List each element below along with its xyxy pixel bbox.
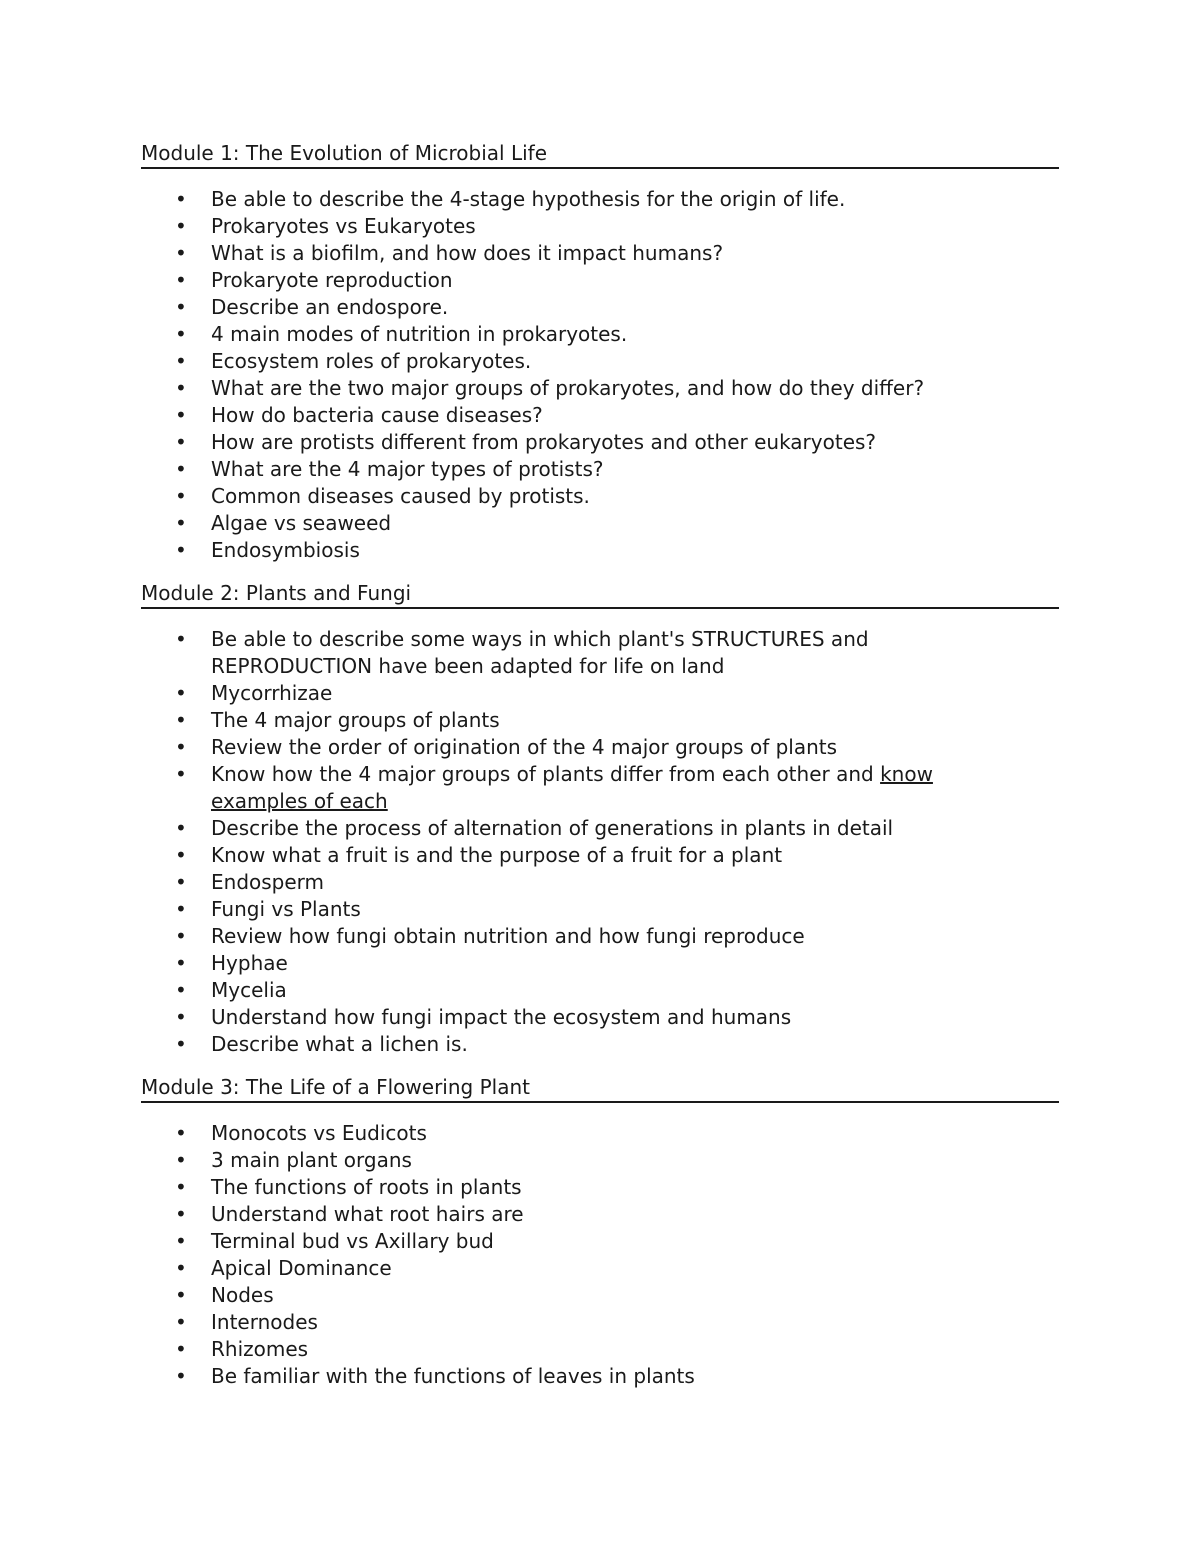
bullet-icon: • bbox=[175, 735, 187, 759]
bullet-icon: • bbox=[175, 430, 187, 454]
bullet-icon: • bbox=[175, 897, 187, 921]
list-item: • Know how the 4 major groups of plants differ from each other and know bbox=[175, 762, 933, 786]
list-item: • Understand what root hairs are bbox=[175, 1202, 524, 1226]
list-item: • Terminal bud vs Axillary bud bbox=[175, 1229, 494, 1253]
module-1-section bbox=[141, 139, 1059, 564]
module-1-list bbox=[141, 169, 1059, 564]
list-item: • Ecosystem roles of prokaryotes. bbox=[175, 349, 532, 373]
list-item: • How are protists different from prokaryotes and other eukaryotes? bbox=[175, 430, 877, 454]
bullet-icon: • bbox=[175, 322, 187, 346]
bullet-icon: • bbox=[175, 627, 187, 651]
bullet-icon: • bbox=[175, 1364, 187, 1388]
list-item: • Review how fungi obtain nutrition and how fungi reproduce bbox=[175, 924, 805, 948]
list-item: • Prokaryote reproduction bbox=[175, 268, 453, 292]
bullet-icon: • bbox=[175, 1283, 187, 1307]
bullet-icon: • bbox=[175, 708, 187, 732]
list-item: • What are the two major groups of prokaryotes, and how do they differ? bbox=[175, 376, 925, 400]
bullet-icon: • bbox=[175, 1202, 187, 1226]
list-item-continuation bbox=[141, 788, 1059, 815]
list-item: • What are the 4 major types of protists? bbox=[175, 457, 604, 481]
bullet-icon: • bbox=[175, 457, 187, 481]
list-item: • Understand how fungi impact the ecosystem and humans bbox=[175, 1005, 792, 1029]
bullet-icon: • bbox=[175, 1032, 187, 1056]
module-3-section bbox=[141, 1073, 1059, 1390]
list-item: • Monocots vs Eudicots bbox=[175, 1121, 427, 1145]
list-item: • 3 main plant organs bbox=[175, 1148, 412, 1172]
bullet-icon: • bbox=[175, 1175, 187, 1199]
list-item: • Endosperm bbox=[175, 870, 325, 894]
list-item: • Prokaryotes vs Eukaryotes bbox=[175, 214, 476, 238]
list-item: • The 4 major groups of plants bbox=[175, 708, 500, 732]
list-item: • Know what a fruit is and the purpose of a fruit for a plant bbox=[175, 843, 783, 867]
list-item: • Hyphae bbox=[175, 951, 288, 975]
bullet-icon: • bbox=[175, 1256, 187, 1280]
bullet-icon: • bbox=[175, 268, 187, 292]
bullet-icon: • bbox=[175, 241, 187, 265]
bullet-icon: • bbox=[175, 951, 187, 975]
module-3-heading: Module 3: The Life of a Flowering Plant bbox=[141, 1073, 1059, 1103]
bullet-icon: • bbox=[175, 538, 187, 562]
list-item: • Nodes bbox=[175, 1283, 274, 1307]
bullet-icon: • bbox=[175, 816, 187, 840]
list-item: • Apical Dominance bbox=[175, 1256, 392, 1280]
document-page bbox=[141, 139, 1059, 1390]
module-2-list bbox=[141, 609, 1059, 1058]
underlined-text: know bbox=[880, 762, 933, 786]
list-item: • The functions of roots in plants bbox=[175, 1175, 522, 1199]
bullet-icon: • bbox=[175, 1148, 187, 1172]
bullet-icon: • bbox=[175, 978, 187, 1002]
bullet-icon: • bbox=[175, 403, 187, 427]
list-item: • Be familiar with the functions of leaves in plants bbox=[175, 1364, 695, 1388]
bullet-icon: • bbox=[175, 511, 187, 535]
list-item: • Describe an endospore. bbox=[175, 295, 449, 319]
bullet-icon: • bbox=[175, 1121, 187, 1145]
bullet-icon: • bbox=[175, 924, 187, 948]
module-2-heading: Module 2: Plants and Fungi bbox=[141, 579, 1059, 609]
module-3-list bbox=[141, 1103, 1059, 1390]
bullet-icon: • bbox=[175, 187, 187, 211]
list-item: • Review the order of origination of the 4 major groups of plants bbox=[175, 735, 838, 759]
list-item: • Common diseases caused by protists. bbox=[175, 484, 590, 508]
list-item: • Describe what a lichen is. bbox=[175, 1032, 468, 1056]
list-item: • Mycelia bbox=[175, 978, 287, 1002]
list-item: • Be able to describe the 4-stage hypothesis for the origin of life. bbox=[175, 187, 846, 211]
list-item: • Mycorrhizae bbox=[175, 681, 333, 705]
bullet-icon: • bbox=[175, 681, 187, 705]
module-2-section bbox=[141, 579, 1059, 1058]
list-item-continuation: REPRODUCTION have been adapted for life on land bbox=[211, 654, 725, 678]
list-item: • How do bacteria cause diseases? bbox=[175, 403, 543, 427]
bullet-icon: • bbox=[175, 1310, 187, 1334]
bullet-icon: • bbox=[175, 484, 187, 508]
list-item: • What is a biofilm, and how does it impact humans? bbox=[175, 241, 724, 265]
list-item: • Algae vs seaweed bbox=[175, 511, 392, 535]
list-item: • Be able to describe some ways in which plant's STRUCTURES and bbox=[175, 627, 869, 651]
bullet-icon: • bbox=[175, 870, 187, 894]
list-item: • Describe the process of alternation of generations in plants in detail bbox=[175, 816, 894, 840]
list-item: • 4 main modes of nutrition in prokaryotes. bbox=[175, 322, 628, 346]
bullet-icon: • bbox=[175, 762, 187, 786]
bullet-icon: • bbox=[175, 1337, 187, 1361]
list-item: • Internodes bbox=[175, 1310, 318, 1334]
bullet-icon: • bbox=[175, 1005, 187, 1029]
bullet-icon: • bbox=[175, 295, 187, 319]
bullet-icon: • bbox=[175, 376, 187, 400]
bullet-icon: • bbox=[175, 1229, 187, 1253]
underlined-text: examples of each bbox=[211, 789, 388, 813]
list-item: • Rhizomes bbox=[175, 1337, 309, 1361]
module-1-heading: Module 1: The Evolution of Microbial Life bbox=[141, 139, 1059, 169]
bullet-icon: • bbox=[175, 214, 187, 238]
list-item: • Endosymbiosis bbox=[175, 538, 360, 562]
bullet-icon: • bbox=[175, 843, 187, 867]
bullet-icon: • bbox=[175, 349, 187, 373]
list-item: • Fungi vs Plants bbox=[175, 897, 361, 921]
